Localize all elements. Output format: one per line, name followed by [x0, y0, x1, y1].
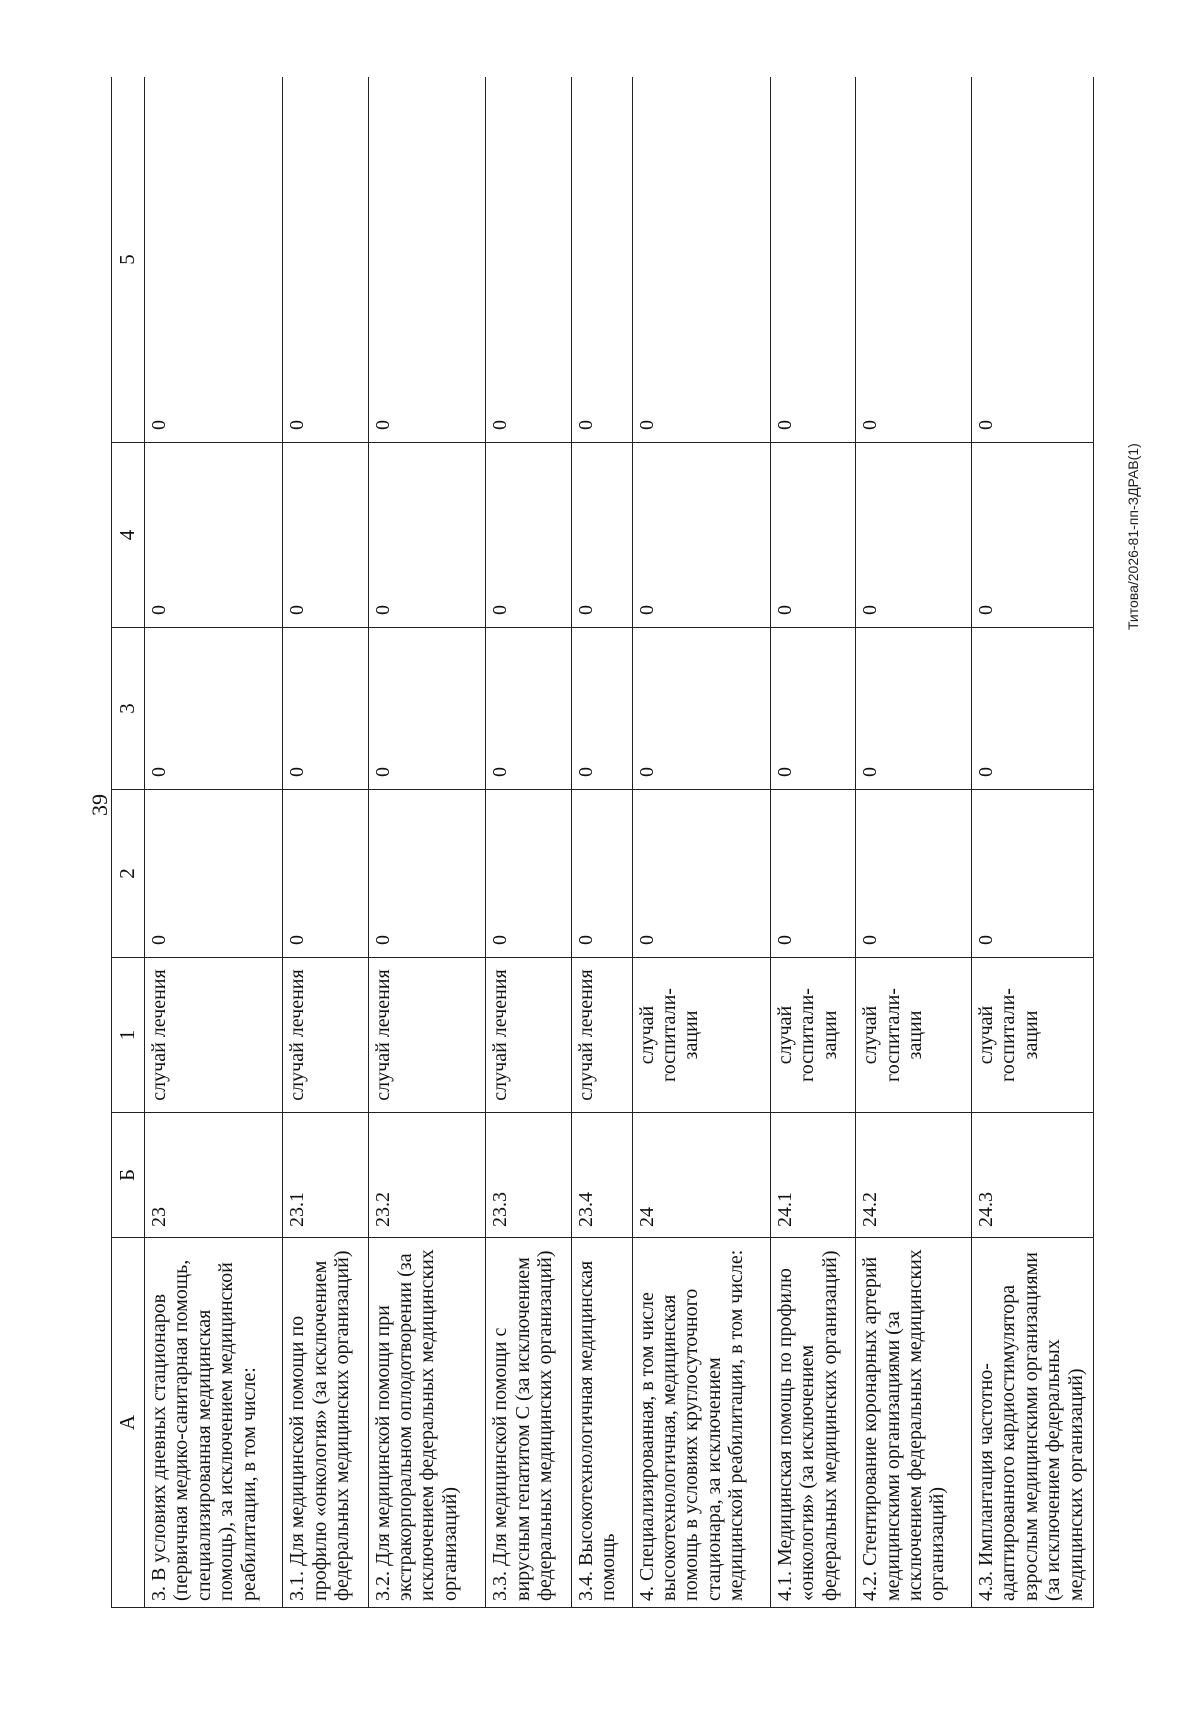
row-value-col3: 0 — [571, 628, 632, 790]
header-cell: 5 — [112, 77, 145, 443]
header-cell: А — [112, 1238, 145, 1608]
row-value-col2: 0 — [770, 790, 855, 958]
row-code: 23.1 — [283, 1113, 368, 1238]
row-value-col2: 0 — [368, 790, 486, 958]
row-value-col2: 0 — [856, 790, 972, 958]
row-code: 23.2 — [368, 1113, 486, 1238]
row-name: 3.4. Высокотехнологичная медицинская помощь — [571, 1238, 632, 1608]
row-value-col3: 0 — [368, 628, 486, 790]
table-row — [486, 77, 571, 1608]
row-value-col4: 0 — [368, 443, 486, 628]
row-code: 23.4 — [571, 1113, 632, 1238]
table-row — [856, 77, 972, 1608]
row-code: 23 — [145, 1113, 283, 1238]
row-value-col3: 0 — [770, 628, 855, 790]
table-container — [111, 77, 1094, 1608]
row-code: 24.1 — [770, 1113, 855, 1238]
row-unit: случай госпитали-зации — [770, 958, 855, 1113]
row-value-col5: 0 — [368, 77, 486, 443]
row-value-col3: 0 — [972, 628, 1094, 790]
data-table — [111, 77, 1094, 1608]
header-cell: Б — [112, 1113, 145, 1238]
table-row — [145, 77, 283, 1608]
row-unit: случай лечения — [571, 958, 632, 1113]
row-value-col5: 0 — [486, 77, 571, 443]
row-value-col4: 0 — [145, 443, 283, 628]
table-row — [571, 77, 632, 1608]
row-value-col5: 0 — [856, 77, 972, 443]
row-code: 23.3 — [486, 1113, 571, 1238]
row-code: 24.2 — [856, 1113, 972, 1238]
row-value-col4: 0 — [283, 443, 368, 628]
row-name: 4.1. Медицинская помощь по профилю «онкология» (за исключением федеральных медицинских организаций) — [770, 1238, 855, 1608]
header-cell: 2 — [112, 790, 145, 958]
row-name: 3.3. Для медицинской помощи с вирусным гепатитом С (за исключением федеральных медицинских организаций) — [486, 1238, 571, 1608]
table-row — [972, 77, 1094, 1608]
table-row — [770, 77, 855, 1608]
row-unit: случай госпитали-зации — [972, 958, 1094, 1113]
row-value-col4: 0 — [486, 443, 571, 628]
row-value-col5: 0 — [770, 77, 855, 443]
table-row — [283, 77, 368, 1608]
row-value-col4: 0 — [571, 443, 632, 628]
row-name: 3. В условиях дневных стационаров (первичная медико-санитарная помощь, специализированная медицинская помощь), за исключением медицинской реабилитации, в том числе: — [145, 1238, 283, 1608]
row-unit: случай госпитали-зации — [632, 958, 770, 1113]
header-cell: 4 — [112, 443, 145, 628]
header-cell: 3 — [112, 628, 145, 790]
row-value-col5: 0 — [145, 77, 283, 443]
row-value-col2: 0 — [145, 790, 283, 958]
row-code: 24 — [632, 1113, 770, 1238]
row-value-col2: 0 — [571, 790, 632, 958]
row-value-col4: 0 — [972, 443, 1094, 628]
row-value-col3: 0 — [145, 628, 283, 790]
row-value-col5: 0 — [283, 77, 368, 443]
row-value-col2: 0 — [972, 790, 1094, 958]
row-name: 4.2. Стентирование коронарных артерий медицинскими организациями (за исключением федеральных медицинских организаций) — [856, 1238, 972, 1608]
row-value-col3: 0 — [283, 628, 368, 790]
row-value-col2: 0 — [283, 790, 368, 958]
row-name: 4.3. Имплантация частотно-адаптированного кардиостимулятора взрослым медицинскими организациями (за исключением федеральных медицинских организаций) — [972, 1238, 1094, 1608]
row-value-col4: 0 — [856, 443, 972, 628]
row-value-col4: 0 — [632, 443, 770, 628]
row-name: 3.2. Для медицинской помощи при экстракорпоральном оплодотворении (за исключением федеральных медицинских организаций) — [368, 1238, 486, 1608]
row-value-col5: 0 — [972, 77, 1094, 443]
page-number: 39 — [87, 794, 112, 816]
row-value-col5: 0 — [632, 77, 770, 443]
rotated-page-content — [111, 77, 1094, 1608]
row-unit: случай лечения — [283, 958, 368, 1113]
row-value-col4: 0 — [770, 443, 855, 628]
table-row — [632, 77, 770, 1608]
row-name: 3.1. Для медицинской помощи по профилю «онкология» (за исключением федеральных медицинских организаций) — [283, 1238, 368, 1608]
row-value-col2: 0 — [632, 790, 770, 958]
row-value-col5: 0 — [571, 77, 632, 443]
document-code: Титова/2026-81-пп-ЗДРАВ(1) — [1125, 443, 1141, 630]
header-cell: 1 — [112, 958, 145, 1113]
row-value-col2: 0 — [486, 790, 571, 958]
row-name: 4. Специализированная, в том числе высокотехнологичная, медицинская помощь в условиях круглосуточного стационара, за исключением медицинской реабилитации, в том числе: — [632, 1238, 770, 1608]
row-unit: случай госпитали-зации — [856, 958, 972, 1113]
header-row — [112, 77, 145, 1608]
row-value-col3: 0 — [486, 628, 571, 790]
row-code: 24.3 — [972, 1113, 1094, 1238]
row-value-col3: 0 — [632, 628, 770, 790]
row-unit: случай лечения — [486, 958, 571, 1113]
row-unit: случай лечения — [145, 958, 283, 1113]
table-row — [368, 77, 486, 1608]
row-unit: случай лечения — [368, 958, 486, 1113]
row-value-col3: 0 — [856, 628, 972, 790]
